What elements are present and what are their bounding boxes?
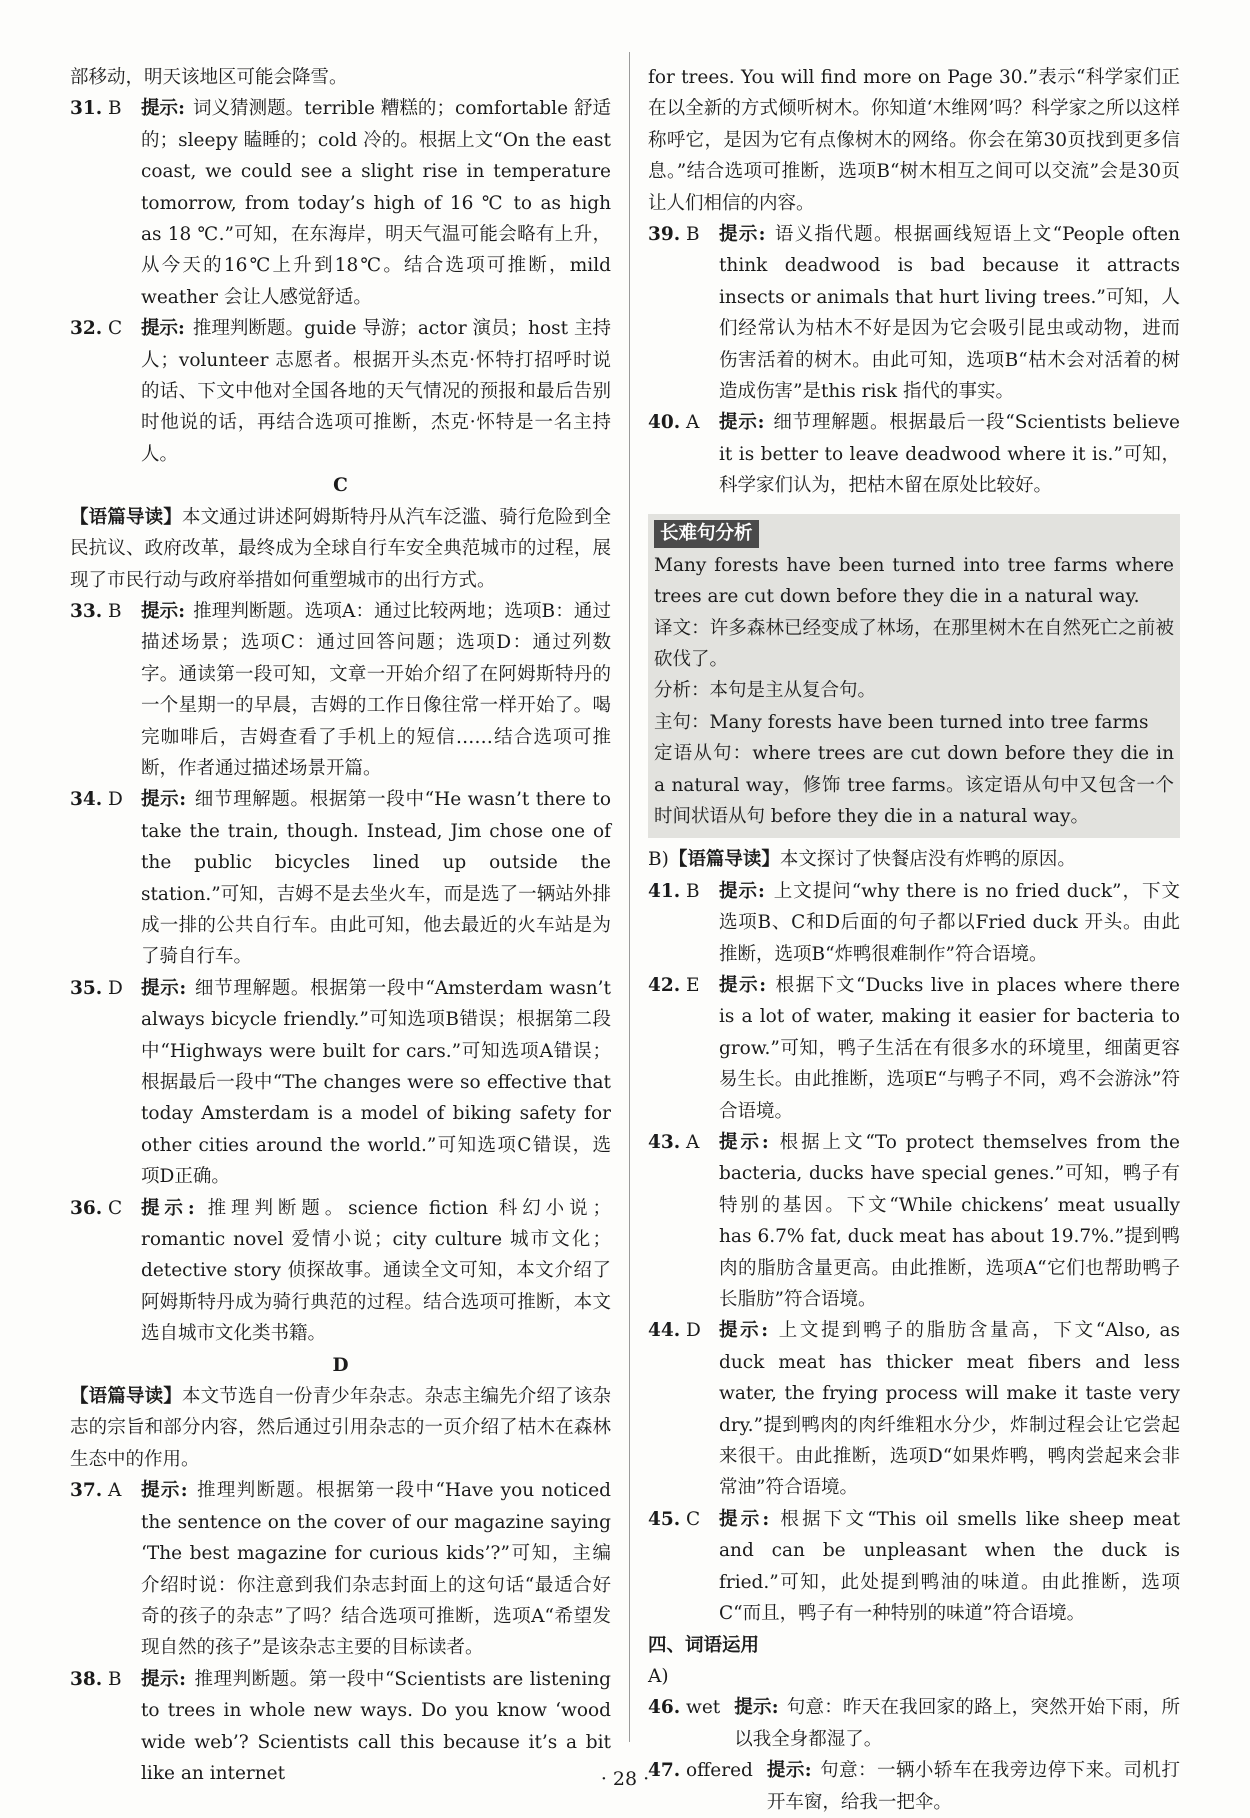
answer-42	[648, 970, 1180, 1127]
answer-34	[70, 784, 611, 972]
answer-explanation: 提示: 上文提到鸭子的脂肪含量高，下文“Also, as duck meat has thicker meat fibers and less water, the frying process will make it taste very dry.”提到鸭肉的肉纤维粗水分少，炸制过程会让它尝起来很干。由此推断，选项D“如果炸鸭，鸭肉尝起来会非常油”符合语境。	[719, 1320, 1180, 1499]
left-column	[70, 62, 611, 1789]
answer-choice: B	[108, 1668, 122, 1690]
part-four-heading: 四、词语运用	[648, 1634, 760, 1656]
answer-explanation: 提示: 根据下文“Ducks live in places where there is a lot of water, making it easier for bacteria to grow.”可知，鸭子生活在有很多水的环境里，细菌更容易生长。由此推断，选项E“与鸭子不同，鸡不会游泳”符合语境。	[719, 974, 1180, 1122]
sentence-analysis-title: 长难句分析	[654, 520, 759, 548]
answer-choice: D	[686, 1320, 701, 1342]
answer-number: 37.	[70, 1480, 103, 1502]
answer-explanation: 提示: 推理判断题。science fiction 科幻小说；romantic novel 爱情小说；city culture 城市文化；detective story 侦探故事。通读全文可知，本文介绍了阿姆斯特丹成为骑行典范的过程。结合选项可推断，本文选自城市文化类书籍。	[141, 1197, 611, 1345]
answer-41	[648, 876, 1180, 970]
answer-number: 34.	[70, 789, 103, 811]
answer-explanation: 提示: 细节理解题。根据第一段中“He wasn’t there to take the train, though. Instead, Jim chose one of the public bicycles lined up outside the station.”可知，吉姆不是去坐火车，而是选了一辆站外排成一排的公共自行车。由此可知，他去最近的火车站是为了骑自行车。	[141, 789, 611, 968]
answer-choice: C	[108, 318, 123, 340]
answer-choice: A	[686, 412, 700, 434]
reading-guide-b: B)【语篇导读】本文探讨了快餐店没有炸鸭的原因。	[648, 849, 1076, 871]
answer-number: 33.	[70, 600, 103, 622]
analysis-attributive-clause: 定语从句：where trees are cut down before they die in a natural way，修饰 tree farms。该定语从句中又包含一个时间状语从句 before they die in a natural way。	[654, 743, 1174, 827]
reading-guide-c: 【语篇导读】本文通过讲述阿姆斯特丹从汽车泛滥、骑行危险到全民抗议、政府改革，最终成为全球自行车安全典范城市的过程，展现了市民行动与政府举措如何重塑城市的出行方式。	[70, 506, 611, 591]
answer-explanation: 提示: 语义指代题。根据画线短语上文“People often think deadwood is bad because it attracts insects or animals that hurt living trees.”可知，人们经常认为枯木不好是因为它会吸引昆虫或动物，进而伤害活着的树木。由此可知，选项B“枯木会对活着的树造成伤害”是this risk 指代的事实。	[719, 224, 1180, 403]
answer-word: offered	[686, 1760, 753, 1782]
analysis-main-clause: 主句：Many forests have been turned into tree farms	[654, 711, 1149, 733]
intro-line: 部移动，明天该地区可能会降雪。	[70, 67, 348, 88]
answer-number: 36.	[70, 1197, 103, 1219]
answer-number: 38.	[70, 1668, 103, 1690]
answer-word: wet	[686, 1697, 721, 1719]
answer-choice: D	[108, 789, 123, 811]
answer-explanation: 提示: 推理判断题。选项A：通过比较两地；选项B：通过描述场景；选项C：通过回答问题；选项D：通过列数字。通读第一段可知，文章一开始介绍了在阿姆斯特丹的一个星期一的早晨，吉姆的工作日像往常一样开始了。喝完咖啡后，吉姆查看了手机上的短信……结合选项可推断，作者通过描述场景开篇。	[141, 600, 611, 779]
part-four-a-label: A)	[648, 1665, 669, 1687]
answer-39	[648, 219, 1180, 407]
answer-explanation: 提示: 细节理解题。根据最后一段“Scientists believe it is better to leave deadwood where it is.”可知，科学家们认为，把枯木留在原处比较好。	[719, 412, 1180, 497]
answer-choice: B	[686, 224, 700, 246]
column-divider	[629, 52, 630, 1742]
sentence-analysis-box	[648, 514, 1180, 839]
answer-choice: C	[108, 1197, 123, 1219]
answer-choice: E	[686, 974, 700, 996]
answer-number: 45.	[648, 1508, 681, 1530]
answer-explanation: 提示: 句意：一辆小轿车在我旁边停下来。司机打开车窗，给我一把伞。	[766, 1760, 1180, 1813]
answer-choice: B	[108, 600, 122, 622]
answer-number: 42.	[648, 974, 681, 996]
answer-45	[648, 1504, 1180, 1630]
answer-43	[648, 1127, 1180, 1315]
section-heading-c: C	[333, 475, 348, 497]
answer-40	[648, 407, 1180, 501]
answer-choice: A	[686, 1132, 700, 1153]
answer-explanation: 提示: 句意：昨天在我回家的路上，突然开始下雨，所以我全身都湿了。	[734, 1697, 1180, 1750]
answer-explanation: 提示: 词义猜测题。terrible 糟糕的；comfortable 舒适的；sleepy 瞌睡的；cold 冷的。根据上文“On the east coast, we could see a slight rise in temperature tomorrow, from today’s high of 16 ℃ to as high as 18 ℃.”可知，在东海岸，明天气温可能会略有上升，从今天的16℃上升到18℃。结合选项可推断，mild weather 会让人感觉舒适。	[141, 98, 611, 308]
answer-35	[70, 973, 611, 1193]
right-column	[648, 62, 1180, 1818]
page-number: · 28 ·	[600, 1768, 650, 1790]
answer-number: 47.	[648, 1760, 681, 1782]
answer-number: 35.	[70, 977, 103, 999]
answer-choice: B	[686, 880, 700, 902]
answer-33	[70, 596, 611, 784]
answer-number: 46.	[648, 1697, 681, 1719]
answer-explanation: 提示: 上文提问“why there is no fried duck”，下文选项B、C和D后面的句子都以Fried duck 开头。由此推断，选项B“炸鸭很难制作”符合语境。	[719, 880, 1180, 965]
answer-explanation: 提示: 根据上文“To protect themselves from the bacteria, ducks have special genes.”可知，鸭子有特别的基因。下文“While chickens’ meat usually has 6.7% fat, duck meat has about 19.7%.”提到鸭肉的脂肪含量更高。由此推断，选项A“它们也帮助鸭子长脂肪”符合语境。	[719, 1132, 1180, 1311]
answer-32	[70, 313, 611, 470]
answer-31	[70, 93, 611, 313]
answer-number: 31.	[70, 98, 103, 120]
answer-38-continued: for trees. You will find more on Page 30.”表示“科学家们正在以全新的方式倾听树木。你知道‘木维网’吗？科学家之所以这样称呼它，是因为它有点像树木的网络。你会在第30页找到更多信息。”结合选项可推断，选项B“树木相互之间可以交流”会是30页让人们相信的内容。	[648, 67, 1180, 214]
answer-number: 32.	[70, 318, 103, 340]
analysis-sentence: Many forests have been turned into tree farms where trees are cut down before they die in a natural way.	[654, 554, 1174, 608]
answer-37	[70, 1475, 611, 1663]
answer-number: 40.	[648, 412, 681, 434]
answer-46	[648, 1692, 1180, 1755]
reading-guide-d: 【语篇导读】本文节选自一份青少年杂志。杂志主编先介绍了该杂志的宗旨和部分内容，然后通过引用杂志的一页介绍了枯木在森林生态中的作用。	[70, 1386, 611, 1470]
answer-choice: D	[108, 977, 123, 999]
analysis-translation: 译文：许多森林已经变成了林场，在那里树木在自然死亡之前被砍伐了。	[654, 617, 1174, 670]
answer-36	[70, 1193, 611, 1350]
section-heading-d: D	[332, 1354, 349, 1376]
answer-choice: A	[108, 1480, 122, 1502]
answer-number: 44.	[648, 1320, 681, 1342]
answer-explanation: 提示: 推理判断题。第一段中“Scientists are listening to trees in whole new ways. Do you know ‘wood wide web’? Scientists call this because it’s a bit like an internet	[141, 1668, 611, 1784]
answer-number: 39.	[648, 224, 681, 246]
answer-explanation: 提示: 推理判断题。根据第一段中“Have you noticed the sentence on the cover of our magazine saying ‘The best magazine for curious kids’?”可知，主编介绍时说：你注意到我们杂志封面上的这句话“最适合好奇的孩子的杂志”了吗？结合选项可推断，选项A“希望发现自然的孩子”是该杂志主要的目标读者。	[141, 1480, 611, 1659]
answer-choice: C	[686, 1508, 701, 1530]
answer-choice: B	[108, 98, 122, 120]
answer-explanation: 提示: 推理判断题。guide 导游；actor 演员；host 主持人；volunteer 志愿者。根据开头杰克·怀特打招呼时说的话、下文中他对全国各地的天气情况的预报和最后告别时他说的话，再结合选项可推断，杰克·怀特是一名主持人。	[141, 318, 611, 465]
answer-explanation: 提示: 细节理解题。根据第一段中“Amsterdam wasn’t always bicycle friendly.”可知选项B错误；根据第二段中“Highways were built for cars.”可知选项A错误；根据最后一段中“The changes were so effective that today Amsterdam is a model of biking safety for other cities around the world.”可知选项C错误，选项D正确。	[141, 977, 611, 1188]
analysis-structure: 分析：本句是主从复合句。	[654, 680, 877, 702]
answer-number: 43.	[648, 1132, 681, 1153]
answer-44	[648, 1315, 1180, 1503]
answer-number: 41.	[648, 880, 681, 902]
answer-explanation: 提示: 根据下文“This oil smells like sheep meat and can be unpleasant when the duck is fried.”可知，此处提到鸭油的味道。由此推断，选项C“而且，鸭子有一种特别的味道”符合语境。	[719, 1508, 1180, 1625]
